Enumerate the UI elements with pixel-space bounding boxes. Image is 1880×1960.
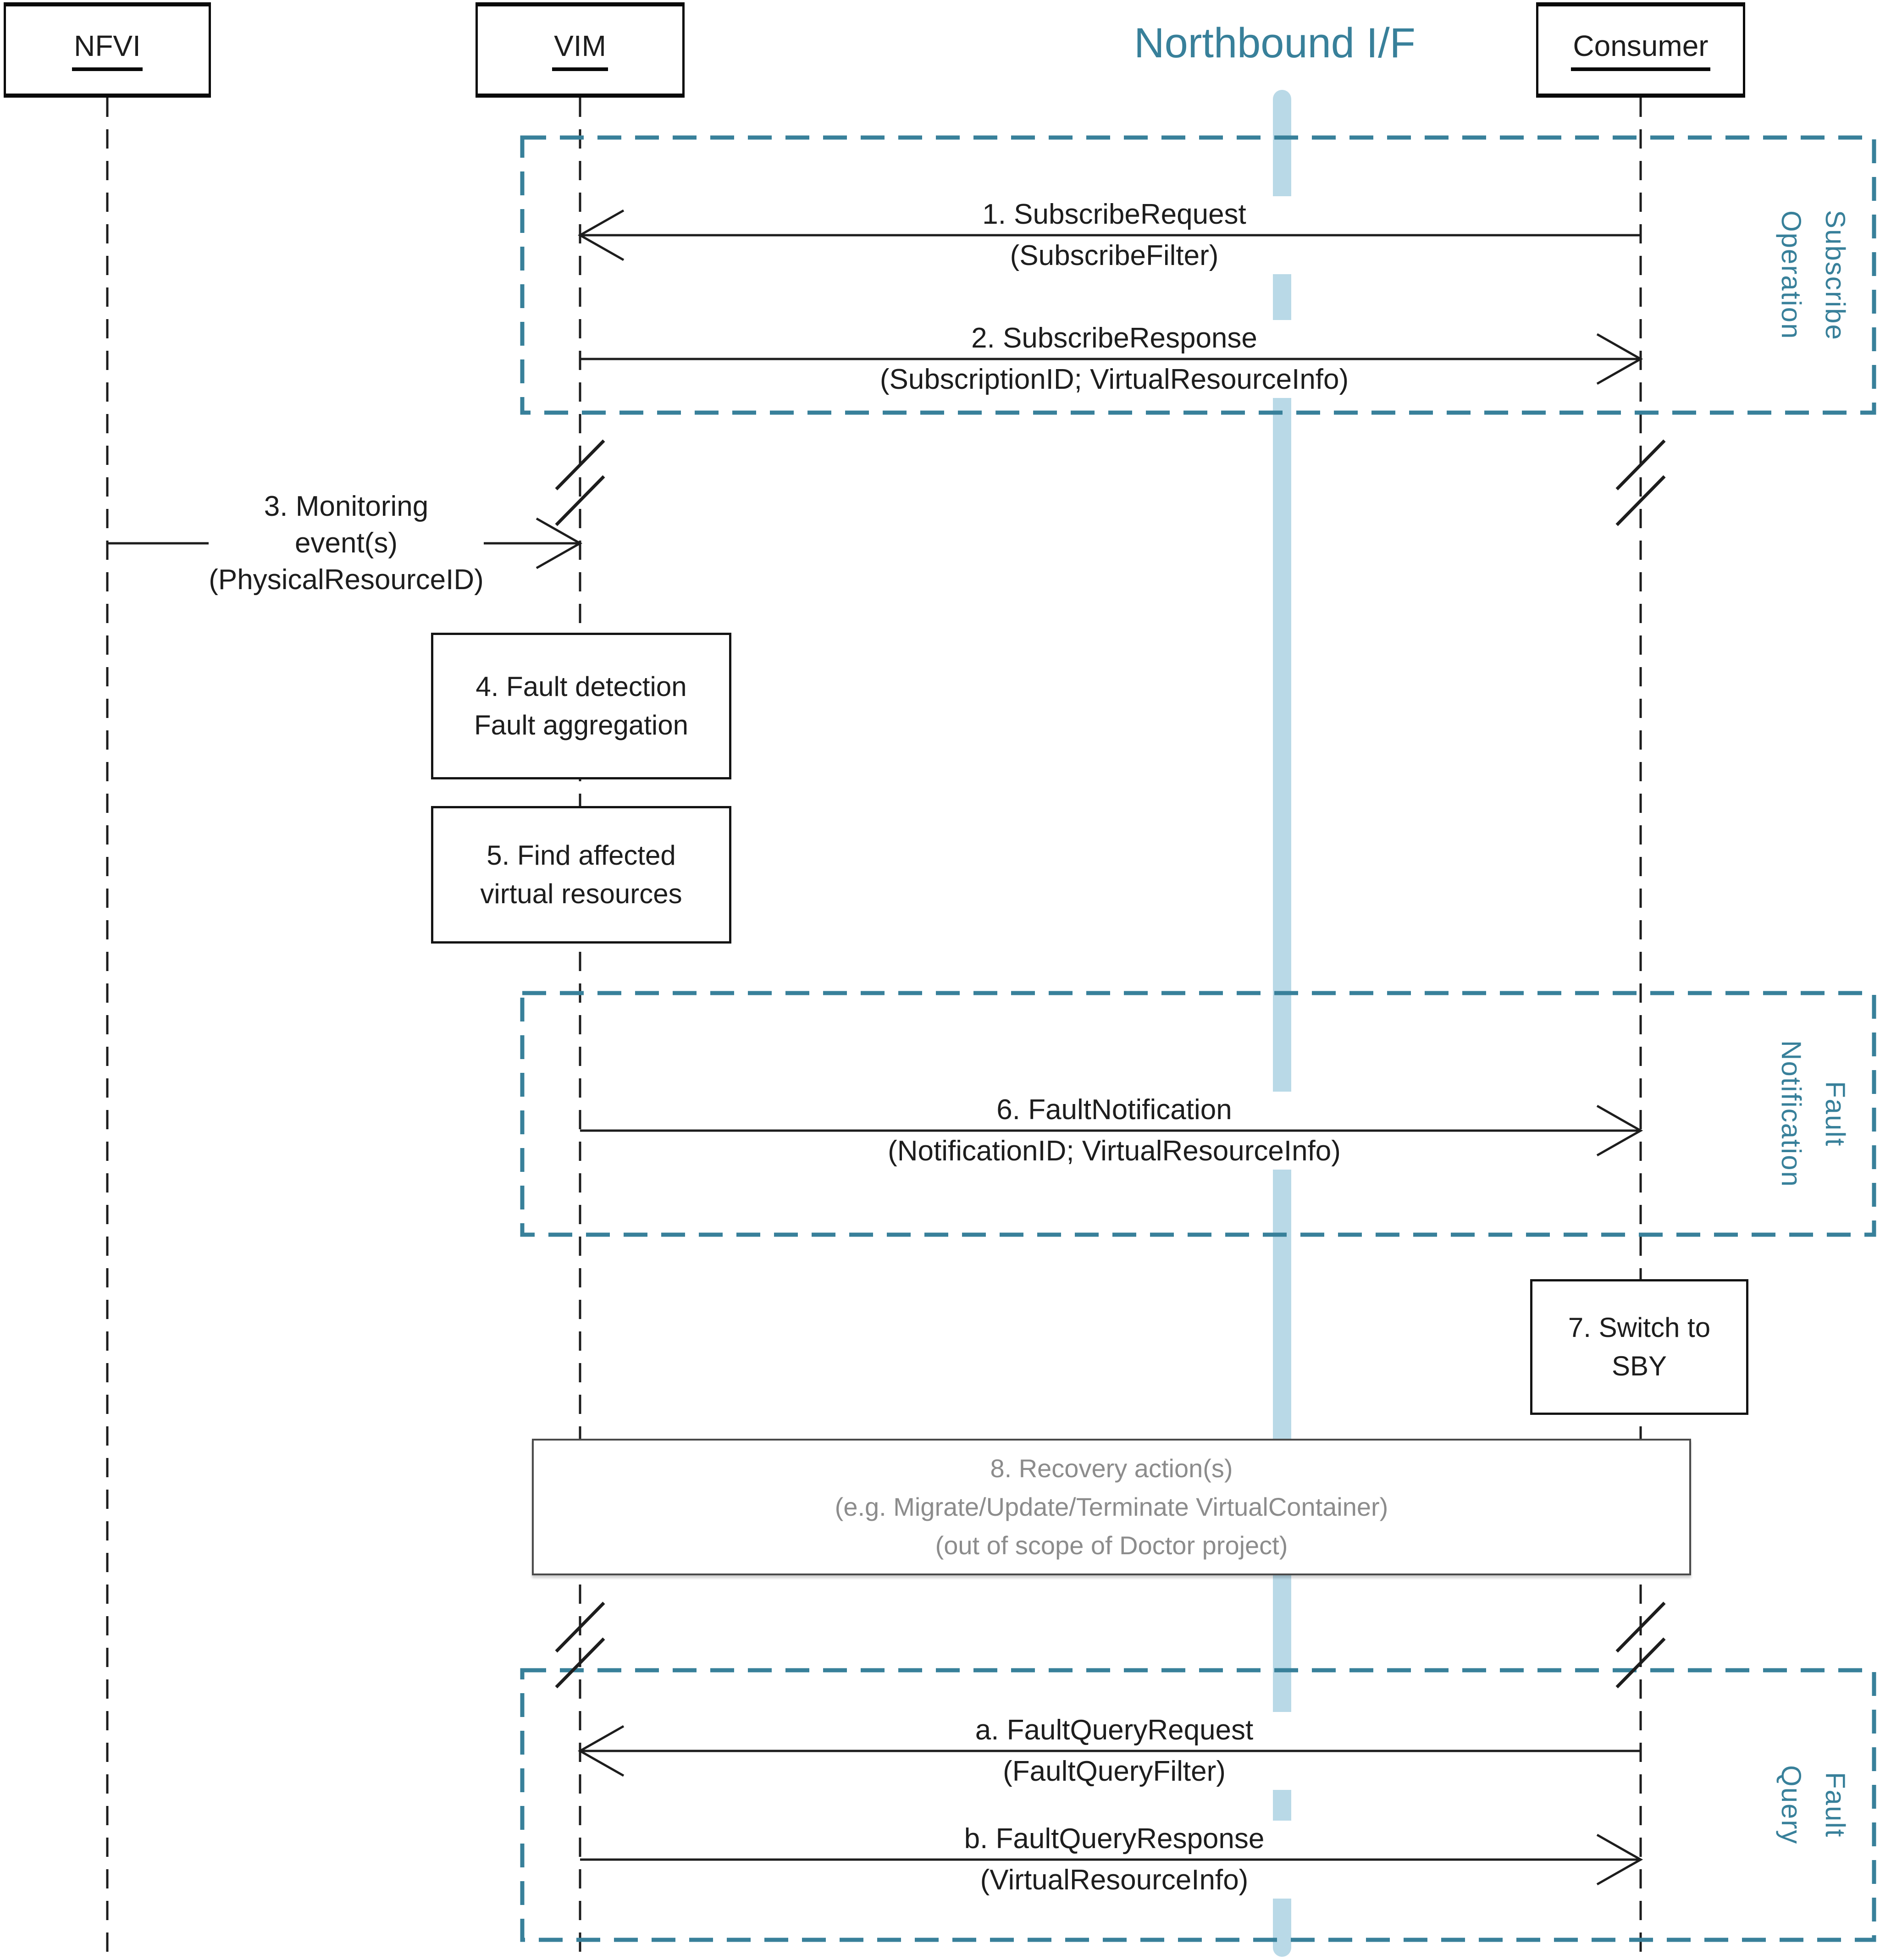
actor-consumer-label: Consumer (1571, 29, 1710, 71)
message-fault-query-request (851, 1712, 1378, 1790)
fault-notification-group-label: Fault Notification (1776, 1040, 1851, 1187)
activity-recovery-action: 8. Recovery action(s) (e.g. Migrate/Update/Terminate VirtualContainer) (out of scope of Doctor project) (532, 1439, 1691, 1575)
message-label: 6. FaultNotification (996, 1094, 1232, 1126)
fault-query-frame (522, 1670, 1874, 1940)
activity-find-affected-resources: 5. Find affected virtual resources (431, 806, 731, 944)
activity-fault-detection: 4. Fault detection Fault aggregation (431, 633, 731, 779)
message-label: 3. Monitoring (264, 491, 429, 522)
actor-vim-label: VIM (552, 29, 608, 71)
message-params: (FaultQueryFilter) (1003, 1756, 1226, 1787)
actor-consumer (1536, 2, 1745, 98)
message-params: (SubscribeFilter) (1010, 240, 1219, 271)
message-monitoring-events (209, 488, 484, 598)
message-subscribe-request (851, 196, 1378, 274)
message-params: (NotificationID; VirtualResourceInfo) (888, 1135, 1341, 1167)
message-params: (SubscriptionID; VirtualResourceInfo) (879, 364, 1349, 395)
message-label: a. FaultQueryRequest (975, 1714, 1254, 1746)
message-label: event(s) (295, 527, 398, 559)
message-label: 2. SubscribeResponse (971, 322, 1257, 354)
fault-query-group-label: Fault Query (1776, 1765, 1851, 1845)
subscribe-operation-group-label: Subscribe Operation (1776, 210, 1851, 341)
activity-switch-to-sby: 7. Switch to SBY (1530, 1279, 1748, 1415)
actor-nfvi-label: NFVI (72, 29, 143, 71)
actor-vim (476, 2, 685, 98)
message-fault-notification (851, 1092, 1378, 1170)
northbound-interface-title: Northbound I/F (1134, 20, 1416, 66)
message-fault-query-response (851, 1821, 1378, 1899)
message-params: (PhysicalResourceID) (209, 564, 484, 596)
message-params: (VirtualResourceInfo) (980, 1864, 1249, 1896)
message-label: 1. SubscribeRequest (982, 199, 1246, 230)
message-label: b. FaultQueryResponse (964, 1823, 1265, 1855)
actor-nfvi (4, 2, 211, 98)
message-subscribe-response (851, 320, 1378, 398)
